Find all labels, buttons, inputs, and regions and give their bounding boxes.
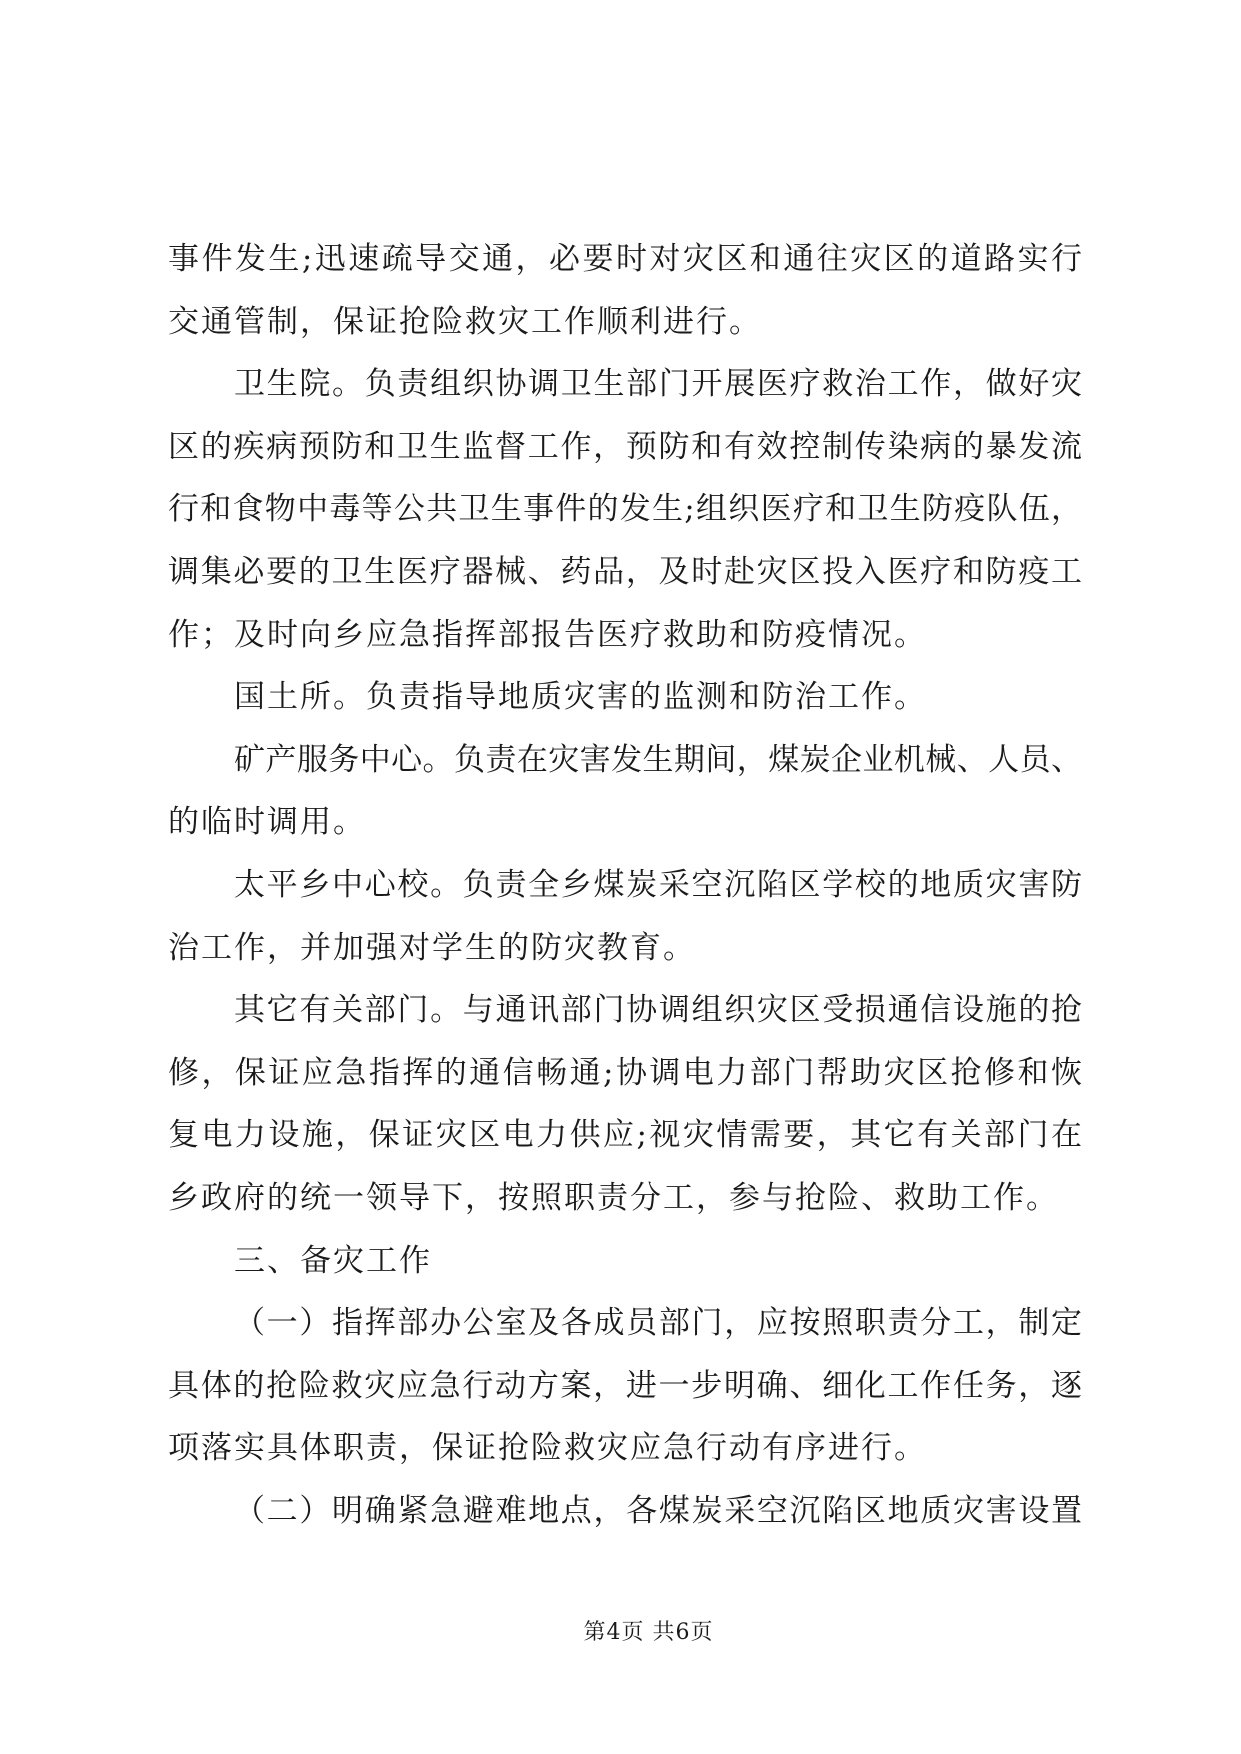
text-line: 卫生院。负责组织协调卫生部门开展医疗救治工作，做好灾 <box>234 366 1082 403</box>
section-heading <box>168 1230 1082 1293</box>
text-line: 调集必要的卫生医疗器械、药品，及时赴灾区投入医疗和防疫工 <box>168 553 1082 590</box>
page-number-footer: 第4页 共6页 <box>583 1620 714 1645</box>
text-line: （二）明确紧急避难地点，各煤炭采空沉陷区地质灾害设置 <box>234 1492 1082 1529</box>
text-line: 复电力设施，保证灾区电力供应;视灾情需要，其它有关部门在 <box>168 1117 1082 1154</box>
text-line: 其它有关部门。与通讯部门协调组织灾区受损通信设施的抢 <box>234 992 1082 1029</box>
section-heading-text: 三、备灾工作 <box>234 1242 432 1279</box>
paragraph-central-school <box>168 854 1082 979</box>
paragraph-mining-service <box>168 729 1082 854</box>
document-body <box>168 228 1082 1542</box>
paragraph-continuation <box>168 228 1082 353</box>
text-line: （一）指挥部办公室及各成员部门，应按照职责分工，制定 <box>234 1305 1082 1342</box>
text-line: 太平乡中心校。负责全乡煤炭采空沉陷区学校的地质灾害防 <box>234 866 1082 903</box>
text-line: 乡政府的统一领导下，按照职责分工，参与抢险、救助工作。 <box>168 1179 1059 1216</box>
paragraph-land-office <box>168 666 1082 729</box>
paragraph-item-two <box>168 1480 1082 1543</box>
text-line: 项落实具体职责，保证抢险救灾应急行动有序进行。 <box>168 1430 927 1467</box>
text-line: 修，保证应急指挥的通信畅通;协调电力部门帮助灾区抢修和恢 <box>168 1054 1082 1091</box>
text-line: 事件发生;迅速疏导交通，必要时对灾区和通往灾区的道路实行 <box>168 241 1082 277</box>
text-line: 国土所。负责指导地质灾害的监测和防治工作。 <box>234 679 927 716</box>
text-line: 作；及时向乡应急指挥部报告医疗救助和防疫情况。 <box>168 616 927 653</box>
paragraph-other-departments <box>168 979 1082 1229</box>
text-line: 治工作，并加强对学生的防灾教育。 <box>168 929 696 966</box>
text-line: 交通管制，保证抢险救灾工作顺利进行。 <box>168 303 762 340</box>
text-line: 的临时调用。 <box>168 804 366 841</box>
paragraph-item-one <box>168 1292 1082 1480</box>
text-line: 具体的抢险救灾应急行动方案，进一步明确、细化工作任务，逐 <box>168 1367 1082 1404</box>
text-line: 区的疾病预防和卫生监督工作，预防和有效控制传染病的暴发流 <box>168 428 1082 465</box>
paragraph-health-center <box>168 353 1082 666</box>
text-line: 行和食物中毒等公共卫生事件的发生;组织医疗和卫生防疫队伍， <box>168 491 1082 528</box>
text-line: 矿产服务中心。负责在灾害发生期间，煤炭企业机械、人员、 <box>234 741 1082 778</box>
